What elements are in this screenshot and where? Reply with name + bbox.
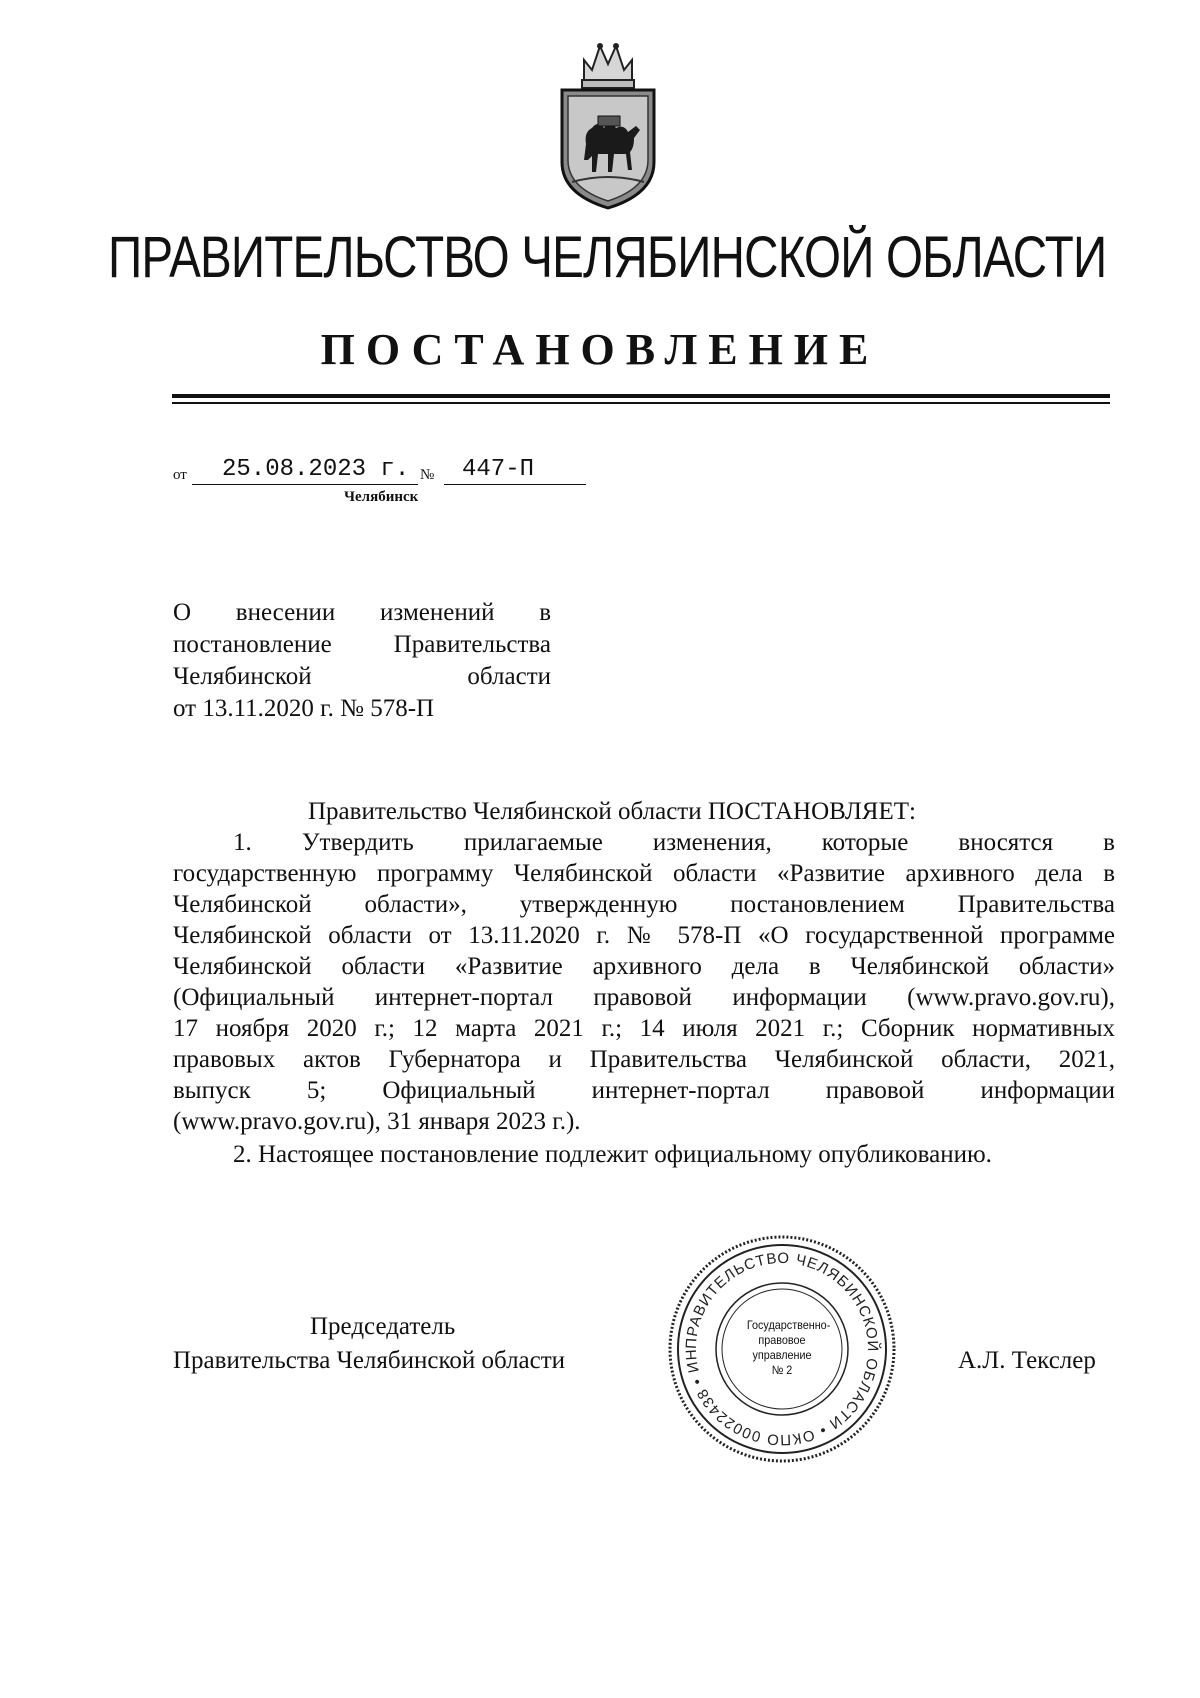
- subject-line: постановление Правительства: [173, 631, 551, 658]
- stamp-center-line: Государственно-: [746, 1318, 831, 1332]
- subject-line: О внесении изменений в: [173, 599, 551, 626]
- header-divider-thin: [172, 402, 1110, 404]
- body-line: Челябинской области от 13.11.2020 г. № 578-П «О государственной программе: [173, 922, 1115, 949]
- body-line: Челябинской области», утвержденную постановлением Правительства: [173, 891, 1115, 918]
- document-city: Челябинск: [344, 489, 419, 505]
- body-line: выпуск 5; Официальный интернет-портал правовой информации: [173, 1077, 1115, 1104]
- document-date: 25.08.2023 г.: [222, 456, 410, 483]
- body-item-2: 2. Настоящее постановление подлежит официальному опубликованию.: [233, 1141, 992, 1168]
- stamp-center-line: управление: [752, 1348, 812, 1362]
- body-line: 1. Утвердить прилагаемые изменения, которые вносятся в: [233, 829, 1115, 856]
- government-title: ПРАВИТЕЛЬСТВО ЧЕЛЯБИНСКОЙ ОБЛАСТИ: [108, 225, 1107, 290]
- subject-line: от 13.11.2020 г. № 578-П: [173, 695, 435, 722]
- signatory-organization: Правительства Челябинской области: [173, 1347, 566, 1374]
- date-label: от: [173, 467, 187, 483]
- body-line: (Официальный интернет-портал правовой информации (www.pravo.gov.ru),: [173, 984, 1115, 1011]
- number-underline: [444, 484, 586, 485]
- stamp-outer-text: ПРАВИТЕЛЬСТВО ЧЕЛЯБИНСКОЙ ОБЛАСТИ • ОКПО 00022438 • ИН: [682, 1249, 882, 1449]
- signatory-title: Председатель: [310, 1313, 456, 1340]
- document-type-title: ПОСТАНОВЛЕНИЕ: [320, 325, 880, 374]
- body-line: государственную программу Челябинской области «Развитие архивного дела в: [173, 860, 1115, 887]
- date-underline: [192, 484, 418, 485]
- body-line: правовых актов Губернатора и Правительства Челябинской области, 2021,: [173, 1046, 1115, 1073]
- document-number: 447-П: [462, 456, 535, 483]
- body-line: 17 ноября 2020 г.; 12 марта 2021 г.; 14 июля 2021 г.; Сборник нормативных: [173, 1015, 1115, 1042]
- body-line: (www.pravo.gov.ru), 31 января 2023 г.).: [173, 1108, 581, 1135]
- number-label: №: [420, 467, 435, 483]
- stamp-center-line: правовое: [758, 1333, 806, 1347]
- coat-of-arms-emblem: [554, 32, 662, 212]
- body-line: Челябинской области «Развитие архивного дела в Челябинской области»: [173, 953, 1115, 980]
- subject-line: Челябинской области: [173, 663, 551, 690]
- preamble: Правительство Челябинской области ПОСТАНОВЛЯЕТ:: [308, 798, 916, 825]
- signatory-name: А.Л. Текслер: [958, 1347, 1096, 1374]
- official-stamp: [665, 1232, 899, 1466]
- header-divider-thick: [172, 394, 1110, 398]
- stamp-center-line: № 2: [771, 1363, 793, 1377]
